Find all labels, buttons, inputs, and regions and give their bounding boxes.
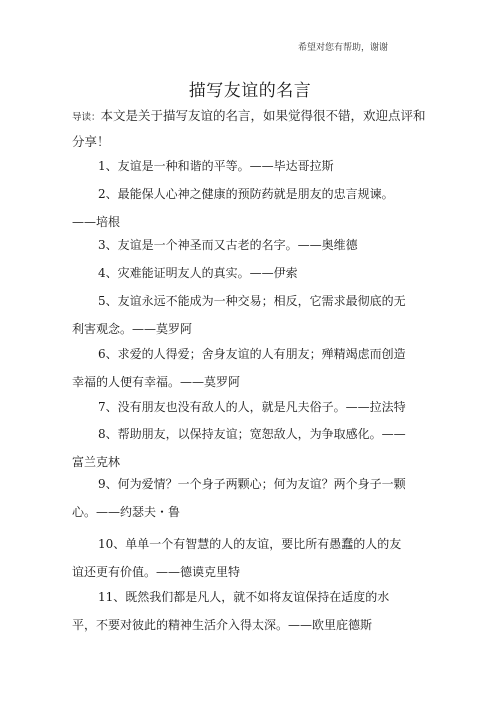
quote-11: 11、既然我们都是凡人，就不如将友谊保持在适度的水平，不要对彼此的精神生活介入得太深。——欧里庇德斯 <box>72 590 390 632</box>
quote-2: 2、最能保人心神之健康的预防药就是朋友的忠言规谏。——培根 <box>72 187 394 229</box>
header-note: 希望对您有帮助，谢谢 <box>297 43 388 53</box>
quote-6: 6、求爱的人得爱；舍身友谊的人有朋友；殚精竭虑而创造幸福的人便有幸福。——莫罗阿 <box>72 347 406 389</box>
quote-10: 10、单单一个有智慧的人的友谊，要比所有愚蠢的人的友谊还更有价值。——德谟克里特 <box>72 537 402 579</box>
quote-9: 9、何为爱情？一个身子两颗心；何为友谊？两个身子一颗心。——约瑟夫・鲁 <box>72 477 406 519</box>
page-title: 描写友谊的名言 <box>188 81 312 101</box>
quote-3: 3、友谊是一个神圣而又古老的名字。——奥维德 <box>98 238 358 252</box>
quote-1: 1、友谊是一种和谐的平等。——毕达哥拉斯 <box>98 159 334 173</box>
intro-paragraph <box>72 104 432 154</box>
quote-7: 7、没有朋友也没有敌人的人，就是凡夫俗子。——拉法特 <box>98 400 406 414</box>
quote-4: 4、灾难能证明友人的真实。——伊索 <box>98 266 298 280</box>
quote-5: 5、友谊永远不能成为一种交易；相反，它需求最彻底的无利害观念。——莫罗阿 <box>72 294 406 336</box>
quote-8: 8、帮助朋友，以保持友谊；宽恕敌人，为争取感化。——富兰克林 <box>72 427 406 469</box>
intro-label: 导读： <box>72 112 101 123</box>
intro-text: 本文是关于描写友谊的名言，如果觉得很不错，欢迎点评和分享！ <box>72 108 426 149</box>
